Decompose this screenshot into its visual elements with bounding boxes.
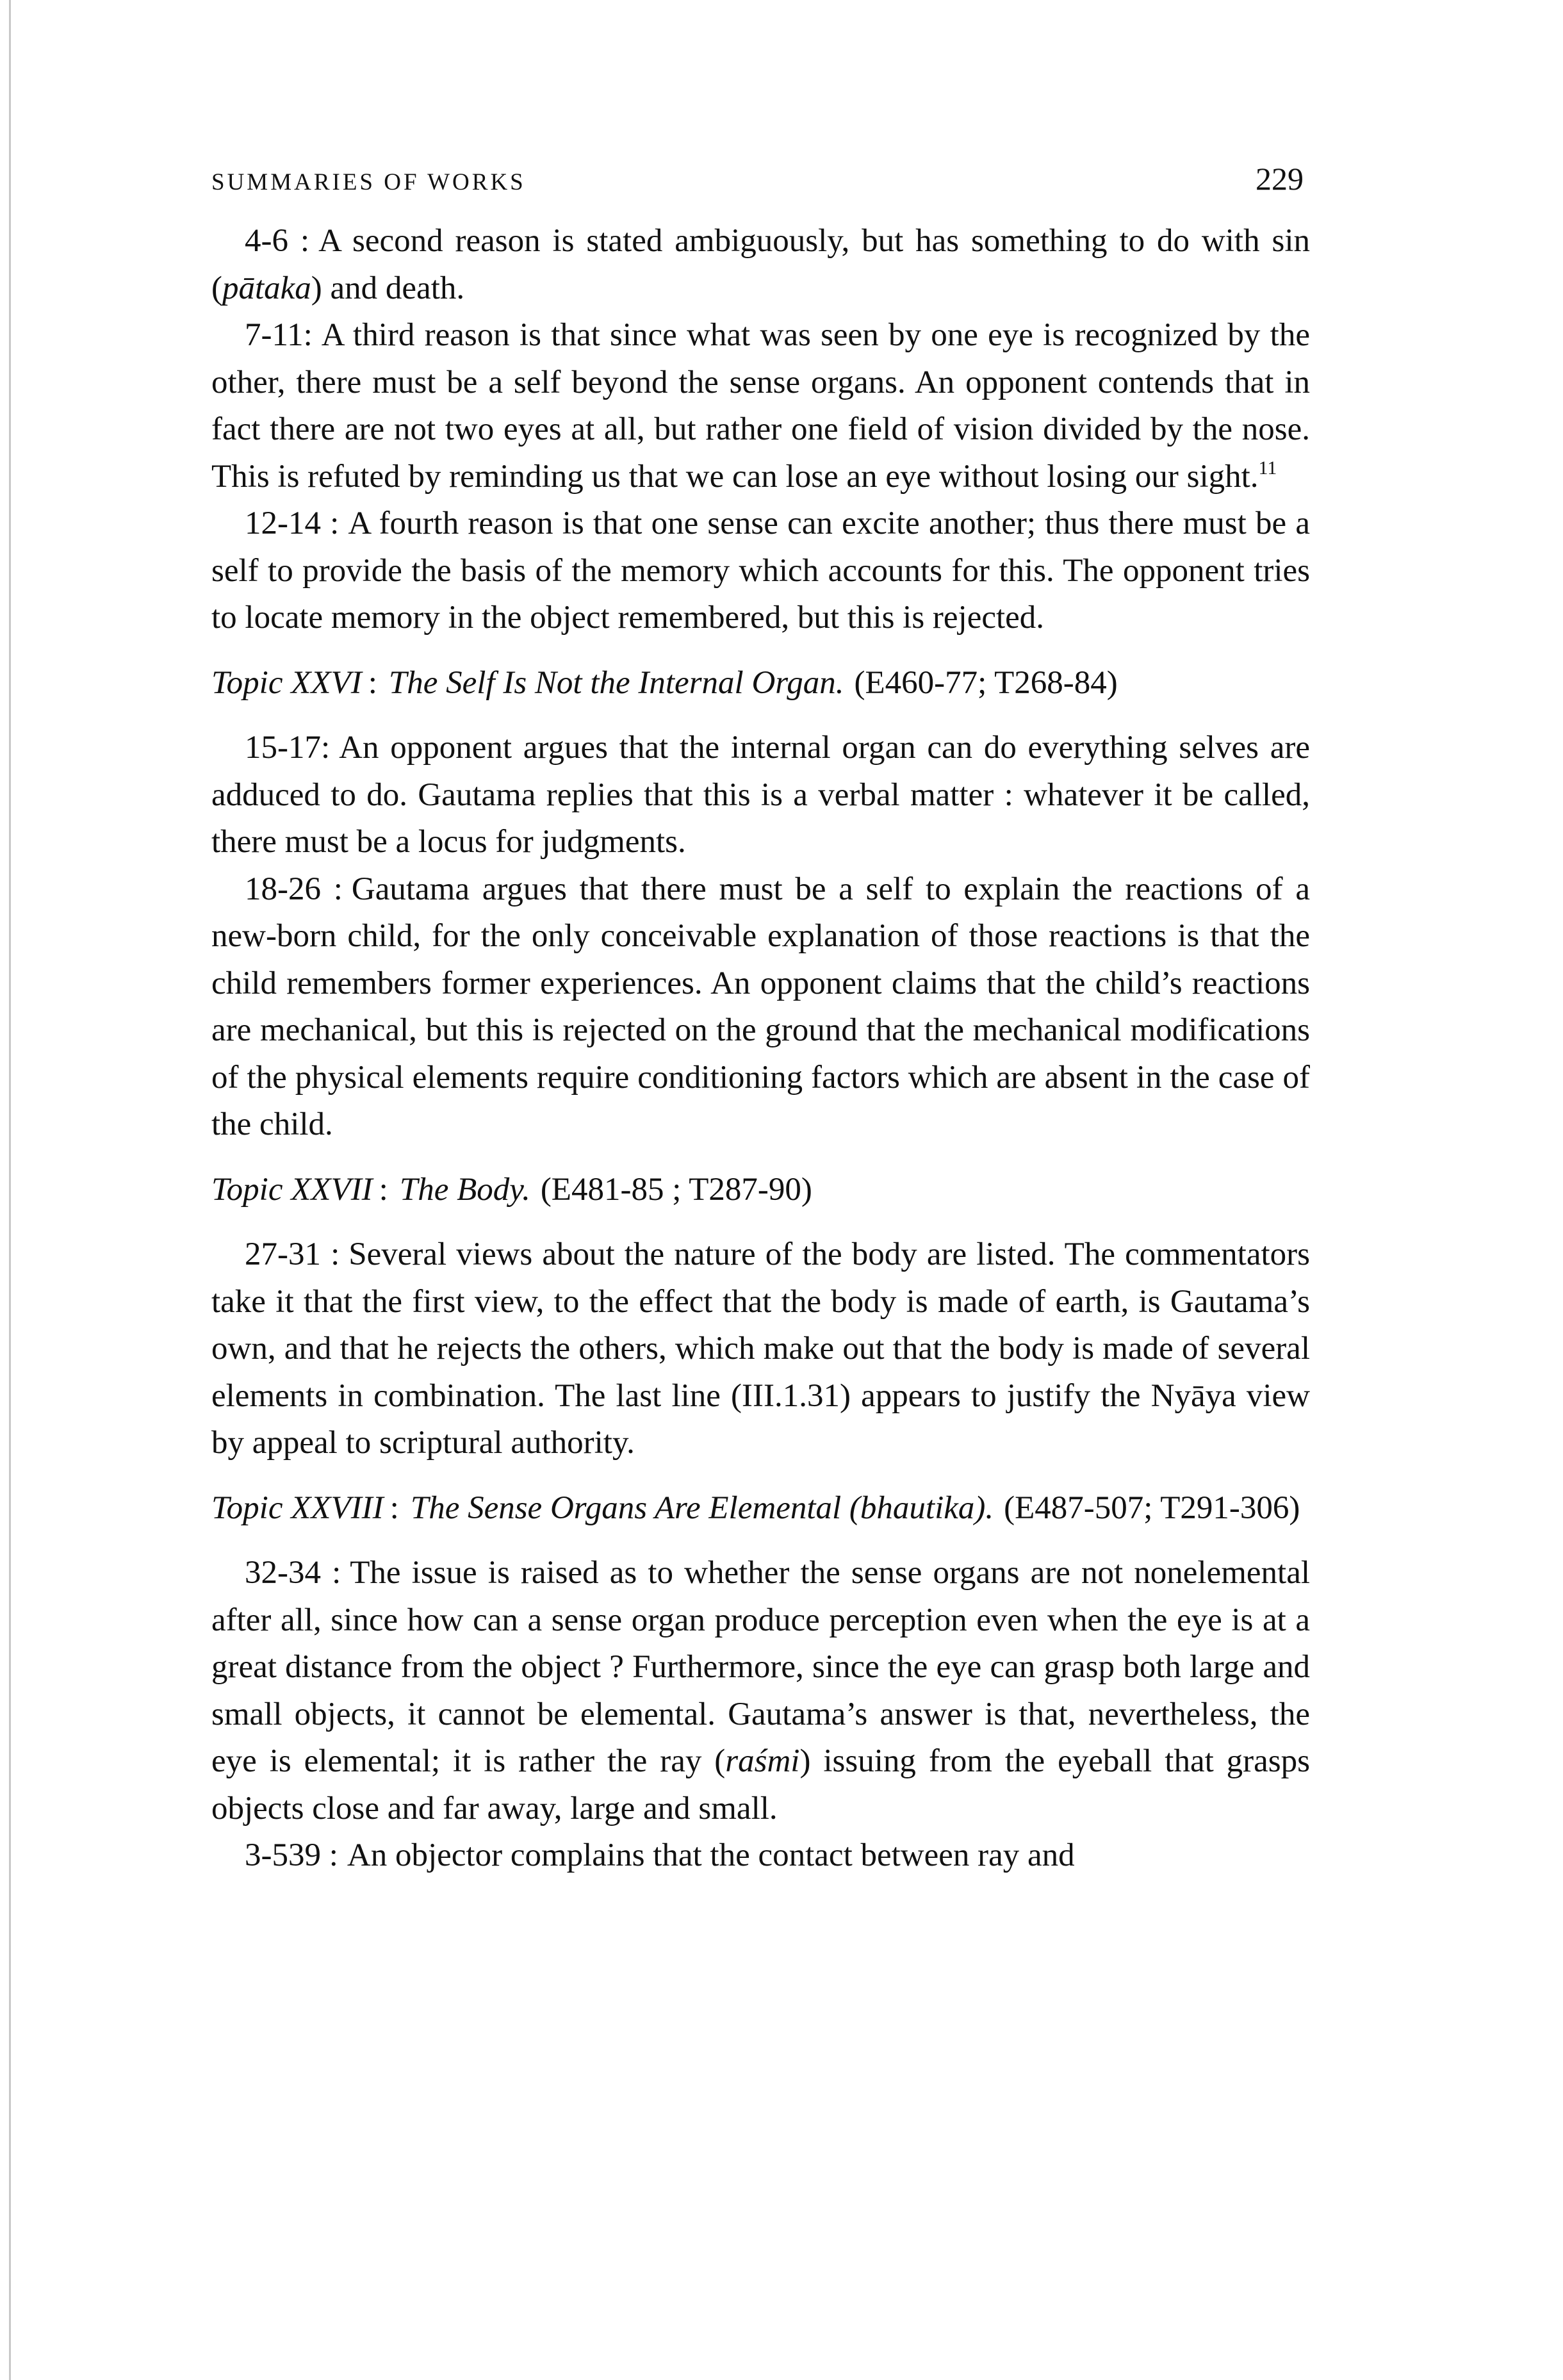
scan-margin-line — [9, 0, 11, 2380]
paragraph-18-26 — [211, 866, 1310, 1149]
paragraph-12-14 — [211, 500, 1310, 642]
topic-reference: (E487-507; T291-306) — [1004, 1490, 1300, 1526]
paragraph-15-17 — [211, 725, 1310, 866]
paragraph-text: A second reason is stated ambiguously, but has something to do with sin ( — [211, 223, 1310, 306]
paragraph-7-11 — [211, 312, 1310, 500]
paragraph-text: An opponent argues that the internal organ can do everything selves are adduced to do. Gautama replies that this is a verbal matter : whatever it be called, there must be a locus for judgments. — [211, 730, 1310, 860]
paragraph-text: A fourth reason is that one sense can excite another; thus there must be a self to provide the basis of the memory which accounts for this. The opponent tries to locate memory in the object remembered, but this is rejected. — [211, 505, 1310, 636]
topic-separator: : — [389, 1490, 399, 1526]
paragraph-27-31 — [211, 1231, 1310, 1467]
running-head — [211, 160, 1310, 218]
paragraph-text: An objector complains that the contact between ray and — [347, 1837, 1075, 1873]
topic-label: Topic XXVIII — [211, 1490, 384, 1526]
verse-number: 18-26 : — [245, 871, 343, 907]
topic-heading-xxvi — [211, 660, 1310, 707]
paragraph-3-539 — [211, 1832, 1310, 1880]
footnote-marker: 11 — [1258, 457, 1277, 479]
topic-heading-xxvii — [211, 1167, 1310, 1214]
topic-reference: (E460-77; T268-84) — [854, 664, 1118, 701]
topic-heading-xxviii — [211, 1485, 1310, 1532]
verse-number: 32-34 : — [245, 1555, 341, 1591]
paragraph-text: ) issuing from the eyeball that grasps objects close and far away, large and small. — [211, 1743, 1310, 1826]
sanskrit-term: raśmi — [725, 1743, 800, 1779]
paragraph-32-34 — [211, 1550, 1310, 1832]
topic-title: The Self Is Not the Internal Organ. — [388, 664, 844, 701]
verse-number: 15-17: — [245, 730, 331, 766]
verse-number: 4-6 : — [245, 223, 310, 259]
topic-reference: (E481-85 ; T287-90) — [540, 1171, 812, 1208]
book-page — [211, 160, 1310, 1880]
paragraph-text: A third reason is that since what was seen by one eye is recognized by the other, there must be a self beyond the sense organs. An opponent contends that in fact there are not two eyes at all, but rather one field of vision divided by the nose. This is refuted by reminding us that we can lose an eye without losing our sight. — [211, 317, 1310, 495]
verse-number: 7-11: — [245, 317, 313, 353]
topic-title: The Sense Organs Are Elemental (bhautika). — [410, 1490, 994, 1526]
paragraph-4-6 — [211, 218, 1310, 312]
topic-separator: : — [368, 664, 377, 701]
verse-number: 12-14 : — [245, 505, 340, 541]
sanskrit-term: pātaka — [222, 270, 311, 306]
topic-title: The Body. — [399, 1171, 530, 1208]
paragraph-text: Gautama argues that there must be a self to explain the reactions of a new-born child, for the only conceivable explanation of those reactions is that the child remembers former experiences. An opponent claims that the child’s reactions are mechanical, but this is rejected on the ground that the mechanical modifications of the physical elements require conditioning factors which are absent in the case of the child. — [211, 871, 1310, 1142]
paragraph-text: The issue is raised as to whether the sense organs are not nonelemental after all, since how can a sense organ produce perception even when the eye is at a great distance from the object ? Furthermore, since the eye can grasp both large and small objects, it cannot be elemental. Gautama’s answer is that, nevertheless, the eye is elemental; it is rather the ray ( — [211, 1555, 1311, 1779]
running-title: SUMMARIES OF WORKS — [211, 169, 526, 195]
page-number: 229 — [1256, 161, 1304, 197]
verse-number: 27-31 : — [245, 1236, 340, 1272]
verse-number: 3-539 : — [245, 1837, 338, 1873]
topic-label: Topic XXVI — [211, 664, 362, 701]
topic-label: Topic XXVII — [211, 1171, 373, 1208]
paragraph-text: ) and death. — [311, 270, 465, 306]
topic-separator: : — [379, 1171, 388, 1208]
paragraph-text: Several views about the nature of the body are listed. The commentators take it that the first view, to the effect that the body is made of earth, is Gautama’s own, and that he rejects the others, which make out that the body is made of several elements in combination. The last line (III.1.31) appears to justify the Nyāya view by appeal to scriptural authority. — [211, 1236, 1310, 1461]
